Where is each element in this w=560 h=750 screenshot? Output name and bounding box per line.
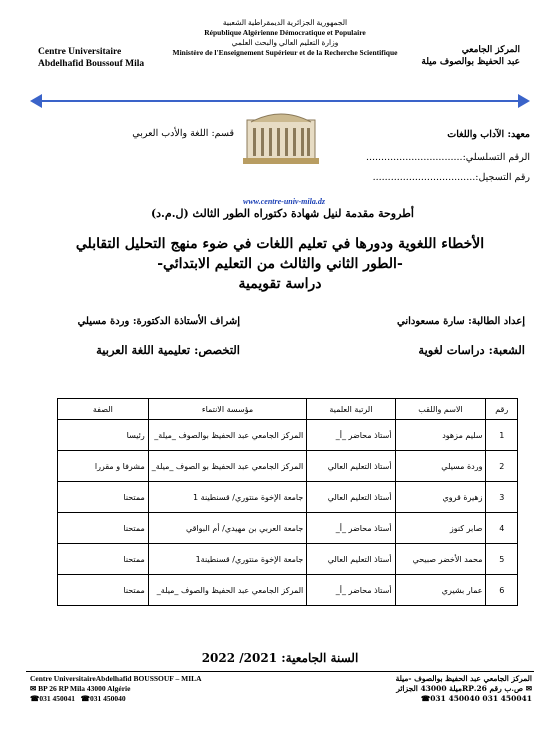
jury-header-row bbox=[58, 399, 518, 420]
divider-arrow-left-icon bbox=[30, 94, 42, 108]
header-center-fr1: République Algérienne Démocratique et Populaire bbox=[204, 28, 366, 37]
table-row bbox=[58, 420, 518, 451]
footer-left-address: BP 26 RP Mila 43000 Algérie bbox=[38, 684, 131, 693]
cell-number: 5 bbox=[486, 544, 518, 575]
header-center-ar2: وزارة التعليم العالي والبحث العلمي bbox=[231, 38, 339, 47]
table-row bbox=[58, 544, 518, 575]
cell-institution: المركز الجامعي عبد الحفيظ بو الصوف _ميلة_ bbox=[148, 451, 307, 482]
cell-role: مشرفا و مقررا bbox=[58, 451, 149, 482]
department-label: قسم: اللغة والأدب العربي bbox=[132, 128, 234, 139]
table-row bbox=[58, 575, 518, 606]
header-left-line2: Abdelhafid Boussouf Mila bbox=[38, 59, 145, 69]
cell-name: سليم مزهود bbox=[395, 420, 486, 451]
university-url[interactable]: www.centre-univ-mila.dz bbox=[243, 197, 325, 206]
footer-right-address: ص.ب رقم 26.RPميلة 43000 الجزائر bbox=[396, 684, 524, 693]
footer-left-phone1: 031 450041 bbox=[39, 694, 75, 703]
specialty-label: التخصص: تعليمية اللغة العربية bbox=[96, 343, 240, 357]
cell-name: عمار بشيري bbox=[395, 575, 486, 606]
header-right-line2: عبد الحفيظ بوالصوف ميلة bbox=[421, 57, 520, 67]
supervisor-name: إشراف الأستاذة الدكتورة: وردة مسيلي bbox=[77, 316, 240, 327]
cell-number: 1 bbox=[486, 420, 518, 451]
title-line1: الأخطاء اللغوية ودورها في تعليم اللغات في ضوء منهج التحليل التقابلي bbox=[75, 236, 485, 252]
header-center bbox=[150, 18, 420, 58]
cell-rank: أستاذ التعليم العالي bbox=[307, 482, 395, 513]
cell-name: زهيرة قروي bbox=[395, 482, 486, 513]
col-name: الاسم واللقب bbox=[395, 399, 486, 420]
thesis-title bbox=[30, 234, 530, 294]
table-row bbox=[58, 513, 518, 544]
footer-right-phones: 031 450040 031 450041 bbox=[430, 694, 532, 703]
branch-label: الشعبة: دراسات لغوية bbox=[418, 343, 525, 357]
cell-role: ممتحنا bbox=[58, 575, 149, 606]
footer-left bbox=[30, 674, 202, 704]
cell-rank: أستاذ محاضر _أ_ bbox=[307, 420, 395, 451]
cell-number: 4 bbox=[486, 513, 518, 544]
cell-rank: أستاذ التعليم العالي bbox=[307, 544, 395, 575]
header-left-line1: Centre Universitaire bbox=[38, 47, 122, 57]
header-right-ar bbox=[421, 44, 520, 68]
table-row bbox=[58, 451, 518, 482]
cell-name: صابر كنوز bbox=[395, 513, 486, 544]
cell-rank: أستاذ التعليم العالي bbox=[307, 451, 395, 482]
serial-number-field: الرقم التسلسلي:................................ bbox=[365, 152, 530, 163]
registration-number-field: رقم التسجيل:.................................. bbox=[372, 172, 530, 183]
institute-label: معهد: الآداب واللغات bbox=[447, 129, 530, 140]
academic-year: السنة الجامعية: 2021/ 2022 bbox=[201, 651, 359, 665]
cell-role: ممتحنا bbox=[58, 513, 149, 544]
mailbox-icon: ✉ bbox=[30, 684, 37, 693]
cell-role: رئيسا bbox=[58, 420, 149, 451]
mailbox-icon: ✉ bbox=[525, 684, 532, 693]
cell-number: 6 bbox=[486, 575, 518, 606]
cell-institution: جامعة الإخوة منتوري/ قسنطينة 1 bbox=[148, 482, 307, 513]
footer-left-line1: Centre UniversitaireAbdelhafid BOUSSOUF – MILA bbox=[30, 674, 202, 683]
col-rank: الرتبة العلمية bbox=[307, 399, 395, 420]
header-divider bbox=[30, 94, 530, 108]
cell-name: محمد الأخضر صبيحي bbox=[395, 544, 486, 575]
cell-role: ممتحنا bbox=[58, 544, 149, 575]
cell-name: وردة مسيلي bbox=[395, 451, 486, 482]
header-center-ar1: الجمهورية الجزائرية الديمقراطية الشعبية bbox=[222, 18, 348, 27]
col-number: رقم bbox=[486, 399, 518, 420]
footer-left-phone2: 031 450040 bbox=[89, 694, 126, 703]
university-logo bbox=[243, 110, 319, 168]
jury-table bbox=[57, 398, 518, 606]
student-name: إعداد الطالبة: سارة مسعوداني bbox=[397, 316, 525, 327]
footer-right-line1: المركز الجامعي عبد الحفيظ بوالصوف -ميلة bbox=[395, 674, 532, 683]
title-line2: -الطور الثاني والثالث من التعليم الابتدائي- bbox=[157, 256, 403, 272]
footer-divider bbox=[26, 671, 534, 672]
cell-number: 3 bbox=[486, 482, 518, 513]
table-row bbox=[58, 482, 518, 513]
cell-number: 2 bbox=[486, 451, 518, 482]
header-right-line1: المركز الجامعي bbox=[461, 45, 520, 55]
thesis-intro: أطروحة مقدمة لنيل شهادة دكتوراه الطور الثالث (ل.م.د) bbox=[150, 207, 414, 220]
cell-role: ممتحنا bbox=[58, 482, 149, 513]
cell-institution: جامعة الإخوة منتوري/ قسنطينة1 bbox=[148, 544, 307, 575]
header-left-fr bbox=[38, 46, 144, 70]
col-institution: مؤسسة الانتماء bbox=[148, 399, 307, 420]
cell-institution: المركز الجامعي عبد الحفيظ والصوف _ميلة_ bbox=[148, 575, 307, 606]
phone-icon: ☎ bbox=[30, 694, 40, 703]
col-role: الصفة bbox=[58, 399, 149, 420]
cell-institution: جامعة العربي بن مهيدي/ أم البواقي bbox=[148, 513, 307, 544]
phone-icon: ☎ bbox=[80, 694, 90, 703]
title-line3: دراسة تقويمية bbox=[238, 276, 322, 292]
cell-rank: أستاذ محاضر _أ_ bbox=[307, 513, 395, 544]
phone-icon: ☎ bbox=[420, 694, 431, 703]
footer-right bbox=[396, 674, 532, 704]
header-center-fr2: Ministère de l'Enseignement Supérieur et de la Recherche Scientifique bbox=[172, 48, 398, 57]
cell-rank: أستاذ محاضر _أ_ bbox=[307, 575, 395, 606]
divider-arrow-right-icon bbox=[518, 94, 530, 108]
cell-institution: المركز الجامعي عبد الحفيظ بوالصوف _ميلة_ bbox=[148, 420, 307, 451]
